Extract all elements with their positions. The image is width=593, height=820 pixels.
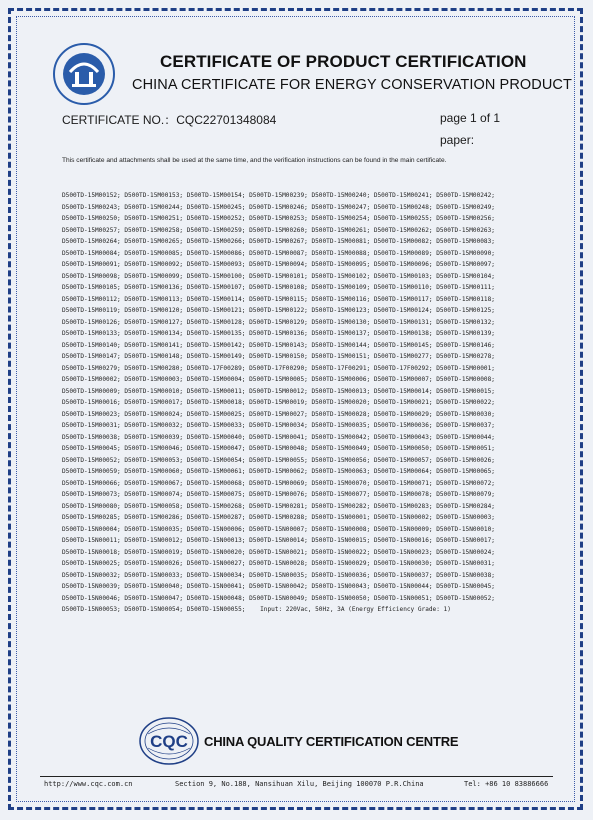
model-list-row: D500TD-15M00250; D500TD-15M00251; D500TD-15M00252; D500TD-15M00253; D500TD-15M00254; D500TD-15M00255; D500TD-15M00256; xyxy=(62,215,495,222)
page-indicator: page 1 of 1 xyxy=(440,111,501,125)
model-list-row: D500TD-15M00119; D500TD-15M00120; D500TD-15M00121; D500TD-15M00122; D500TD-15M00123; D500TD-15M00124; D500TD-15M00125; xyxy=(62,307,495,314)
model-list-row: D500TD-15M00152; D500TD-15M00153; D500TD-15M00154; D500TD-15M00239; D500TD-15M00240; D500TD-15M00241; D500TD-15M00242; xyxy=(62,192,495,199)
usage-note: This certificate and attachments shall be used at the same time, and the verification instructions can be found in the main certificate. xyxy=(62,157,447,164)
model-list-row: D500TD-15M00091; D500TD-15M00092; D500TD-15M00093; D500TD-15M00094; D500TD-15M00095; D500TD-15M00096; D500TD-15M00097; xyxy=(62,261,495,268)
energy-conservation-logo xyxy=(52,42,116,106)
model-list-row: D500TD-15N00011; D500TD-15N00012; D500TD-15N00013; D500TD-15N00014; D500TD-15N00015; D500TD-15N00016; D500TD-15N00017; xyxy=(62,537,495,544)
model-list-row: D500TD-15M00009; D500TD-15M00010; D500TD-15M00011; D500TD-15M00012; D500TD-15M00013; D500TD-15M00014; D500TD-15M00015; xyxy=(62,387,495,395)
model-list-row: D500TD-15M00126; D500TD-15M00127; D500TD-15M00128; D500TD-15M00129; D500TD-15M00130; D500TD-15M00131; D500TD-15M00132; xyxy=(62,318,495,326)
footer-address: Section 9, No.188, Nansihuan Xilu, Beijing 100070 P.R.China xyxy=(175,780,424,788)
model-list-row: D500TD-15M00140; D500TD-15M00141; D500TD-15M00142; D500TD-15M00143; D500TD-15M00144; D500TD-15M00145; D500TD-15M00146; xyxy=(62,341,495,349)
model-list-row: D500TD-15M00059; D500TD-15M00060; D500TD-15M00061; D500TD-15M00062; D500TD-15M00063; D500TD-15M00064; D500TD-15M00065; xyxy=(62,468,495,475)
model-list-row: D500TD-15M00038; D500TD-15M00039; D500TD-15M00040; D500TD-15M00041; D500TD-15M00042; D500TD-15M00043; D500TD-15M00044; xyxy=(62,433,495,441)
certificate-title: CERTIFICATE OF PRODUCT CERTIFICATION xyxy=(160,52,527,71)
model-list xyxy=(62,190,532,616)
model-list-row: D500TD-15M00285; D500TD-15M00286; D500TD-15M00287; D500TD-15M00288; D500TD-15N00001; D500TD-15N00002; D500TD-15N00003; xyxy=(62,514,495,521)
cqc-logo-text: CQC xyxy=(150,732,188,751)
certificate-subtitle: CHINA CERTIFICATE FOR ENERGY CONSERVATION PRODUCT xyxy=(132,77,572,93)
cqc-logo xyxy=(138,716,200,766)
model-list-row: D500TD-15M00243; D500TD-15M00244; D500TD-15M00245; D500TD-15M00246; D500TD-15M00247; D500TD-15M00248; D500TD-15M00249; xyxy=(62,203,495,211)
model-list-row: D500TD-15M00080; D500TD-15M00058; D500TD-15M00268; D500TD-15M00281; D500TD-15M00282; D500TD-15M00283; D500TD-15M00284; xyxy=(62,502,495,510)
model-list-row: D500TD-15N00053; D500TD-15N00054; D500TD-15N00055; Input: 220Vac, 50Hz, 3A (Energy Efficiency Grade: 1) xyxy=(62,606,451,613)
model-list-row: D500TD-15M00084; D500TD-15M00085; D500TD-15M00086; D500TD-15M00087; D500TD-15M00088; D500TD-15M00089; D500TD-15M00090; xyxy=(62,249,495,257)
model-list-row: D500TD-15M00257; D500TD-15M00258; D500TD-15M00259; D500TD-15M00260; D500TD-15M00261; D500TD-15M00262; D500TD-15M00263; xyxy=(62,226,495,234)
model-list-row: D500TD-15M00147; D500TD-15M00148; D500TD-15M00149; D500TD-15M00150; D500TD-15M00151; D500TD-15M00277; D500TD-15M00278; xyxy=(62,353,495,360)
model-list-row: D500TD-15N00025; D500TD-15N00026; D500TD-15N00027; D500TD-15N00028; D500TD-15N00029; D500TD-15N00030; D500TD-15N00031; xyxy=(62,560,495,567)
model-list-row: D500TD-15M00052; D500TD-15M00053; D500TD-15M00054; D500TD-15M00055; D500TD-15M00056; D500TD-15M00057; D500TD-15M00026; xyxy=(62,456,495,464)
footer-divider xyxy=(40,776,553,777)
model-list-row: D500TD-15M00023; D500TD-15M00024; D500TD-15M00025; D500TD-15M00027; D500TD-15M00028; D500TD-15M00029; D500TD-15M00030; xyxy=(62,410,495,418)
paper-label: paper: xyxy=(440,133,475,147)
model-list-row: D500TD-15N00032; D500TD-15N00033; D500TD-15N00034; D500TD-15N00035; D500TD-15N00036; D500TD-15N00037; D500TD-15N00038; xyxy=(62,571,495,579)
model-list-row: D500TD-15M00031; D500TD-15M00032; D500TD-15M00033; D500TD-15M00034; D500TD-15M00035; D500TD-15M00036; D500TD-15M00037; xyxy=(62,422,495,429)
footer-tel: Tel: +86 10 83886666 xyxy=(464,780,549,788)
model-list-row: D500TD-15M00105; D500TD-15M00136; D500TD-15M00107; D500TD-15M00108; D500TD-15M00109; D500TD-15M00110; D500TD-15M00111; xyxy=(62,284,495,291)
model-list-row: D500TD-15N00046; D500TD-15N00047; D500TD-15N00048; D500TD-15N00049; D500TD-15N00050; D500TD-15N00051; D500TD-15N00052; xyxy=(62,594,495,602)
model-list-row: D500TD-15M00098; D500TD-15M00099; D500TD-15M00100; D500TD-15M00101; D500TD-15M00102; D500TD-15M00103; D500TD-15M00104; xyxy=(62,272,495,280)
model-list-row: D500TD-15M00066; D500TD-15M00067; D500TD-15M00068; D500TD-15M00069; D500TD-15M00070; D500TD-15M00071; D500TD-15M00072; xyxy=(62,479,495,487)
issuer-name: CHINA QUALITY CERTIFICATION CENTRE xyxy=(204,734,459,749)
model-list-row: D500TD-15N00018; D500TD-15N00019; D500TD-15N00020; D500TD-15N00021; D500TD-15N00022; D500TD-15N00023; D500TD-15N00024; xyxy=(62,548,495,556)
model-list-row: D500TD-15M00002; D500TD-15M00003; D500TD-15M00004; D500TD-15M00005; D500TD-15M00006; D500TD-15M00007; D500TD-15M00008; xyxy=(62,376,495,383)
footer-url: http://www.cqc.com.cn xyxy=(44,780,133,788)
model-list-row: D500TD-15N00004; D500TD-15N00035; D500TD-15N00006; D500TD-15N00007; D500TD-15N00008; D500TD-15N00009; D500TD-15N00010; xyxy=(62,525,495,533)
model-list-row: D500TD-15N00039; D500TD-15N00040; D500TD-15N00041; D500TD-15N00042; D500TD-15N00043; D500TD-15N00044; D500TD-15N00045; xyxy=(62,583,495,590)
model-list-row: D500TD-15M00016; D500TD-15M00017; D500TD-15M00018; D500TD-15M00019; D500TD-15M00020; D500TD-15M00021; D500TD-15M00022; xyxy=(62,399,495,406)
certificate-number: CERTIFICATE NO.：CQC22701348084 xyxy=(62,113,277,127)
model-list-row: D500TD-15M00045; D500TD-15M00046; D500TD-15M00047; D500TD-15M00048; D500TD-15M00049; D500TD-15M00050; D500TD-15M00051; xyxy=(62,445,495,452)
model-list-row: D500TD-15M00279; D500TD-15M00280; D500TD-17F00289; D500TD-17F00290; D500TD-17F00291; D500TD-17F00292; D500TD-15M00001; xyxy=(62,364,495,372)
model-list-row: D500TD-15M00073; D500TD-15M00074; D500TD-15M00075; D500TD-15M00076; D500TD-15M00077; D500TD-15M00078; D500TD-15M00079; xyxy=(62,491,495,498)
model-list-row: D500TD-15M00112; D500TD-15M00113; D500TD-15M00114; D500TD-15M00115; D500TD-15M00116; D500TD-15M00117; D500TD-15M00118; xyxy=(62,295,495,303)
model-list-row: D500TD-15M00133; D500TD-15M00134; D500TD-15M00135; D500TD-15M00136; D500TD-15M00137; D500TD-15M00138; D500TD-15M00139; xyxy=(62,330,495,337)
model-list-row: D500TD-15M00264; D500TD-15M00265; D500TD-15M00266; D500TD-15M00267; D500TD-15M00081; D500TD-15M00082; D500TD-15M00083; xyxy=(62,238,495,245)
